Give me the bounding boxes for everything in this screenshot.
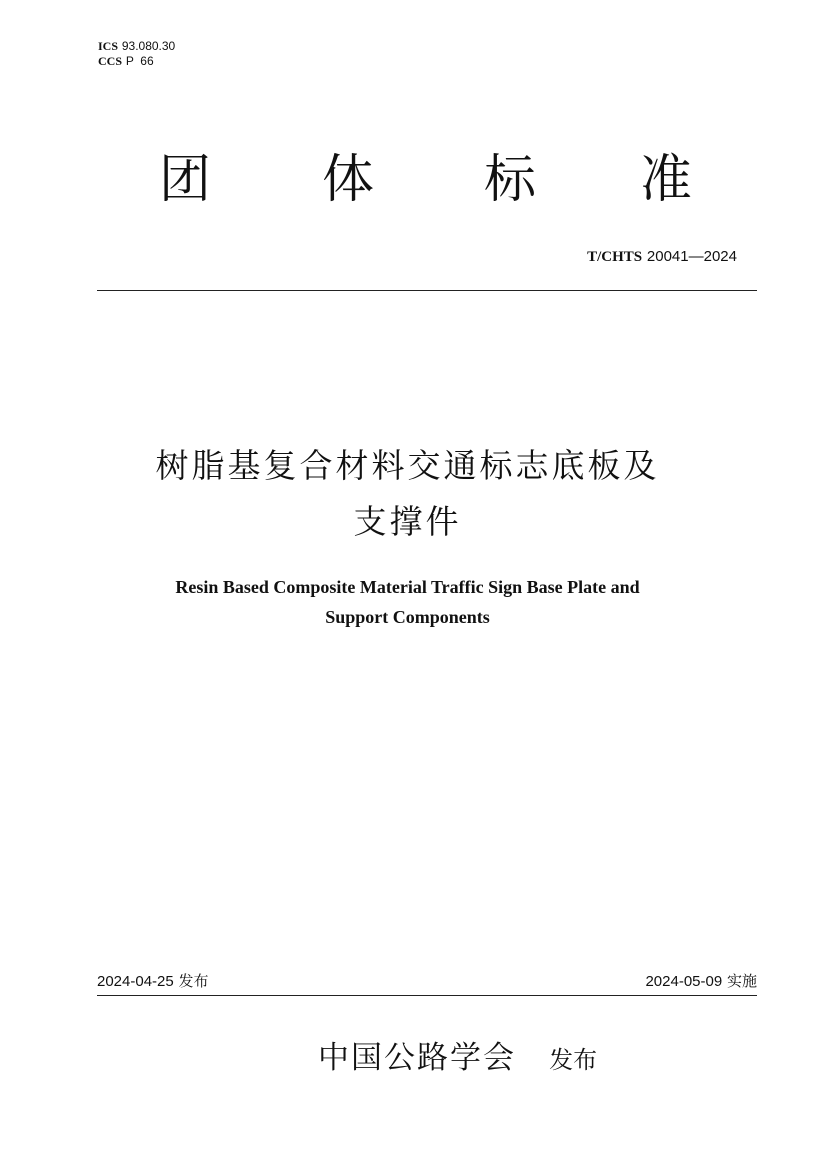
top-divider (97, 290, 757, 291)
standard-number (587, 247, 737, 266)
standard-type-char-1: 团 (158, 150, 211, 210)
bottom-divider (97, 995, 757, 996)
title-cn-line2: 支撑件 (353, 502, 462, 541)
implement-date-value: 2024-05-09 (645, 973, 723, 990)
ccs-label: CCS (98, 54, 123, 68)
standard-type-char-4: 准 (639, 150, 692, 210)
title-en-line2: Support Components (325, 607, 490, 627)
standard-type-char-2: 体 (321, 150, 374, 210)
publisher-org: 中国公路学会 (318, 1040, 516, 1076)
implement-date-label: 实施 (726, 972, 757, 990)
standard-number-prefix: T/CHTS (587, 249, 643, 265)
ics-label: ICS (98, 39, 119, 53)
standard-number-value: 20041—2024 (646, 248, 737, 265)
implement-date (645, 970, 757, 991)
ics-code (98, 39, 175, 54)
publish-date (97, 970, 209, 991)
ccs-code (98, 54, 175, 69)
classification-codes (98, 39, 175, 69)
title-en-line1: Resin Based Composite Material Traffic Sign Base Plate and (175, 577, 640, 597)
publisher (318, 1032, 597, 1077)
standard-type-heading (0, 148, 815, 212)
publish-date-value: 2024-04-25 (97, 973, 174, 990)
standard-type-char-3: 标 (483, 150, 536, 210)
ics-value: 93.080.30 (121, 39, 176, 53)
publish-date-label: 发布 (178, 972, 209, 990)
ccs-value: P 66 (125, 54, 154, 68)
title-cn-line1: 树脂基复合材料交通标志底板及 (155, 446, 660, 485)
publisher-action: 发布 (549, 1046, 598, 1074)
